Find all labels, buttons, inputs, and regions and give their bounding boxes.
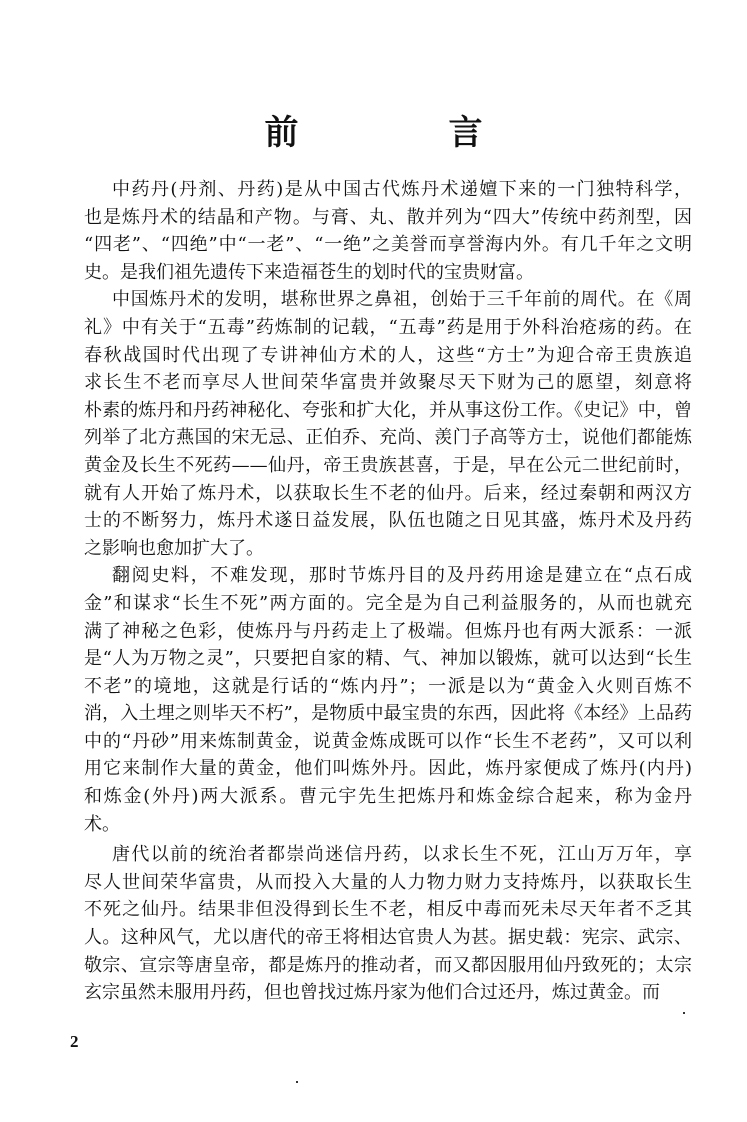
text-line: 礼》中有关于“五毒”药炼制的记载，“五毒”药是用于外科治疮疡的药。在 (84, 316, 692, 338)
scan-speck (296, 1081, 298, 1083)
text-line: 中的“丹砂”用来炼制黄金，说黄金炼成既可以作“长生不老药”，又可以利 (84, 730, 692, 752)
text-line: 列举了北方燕国的宋无忌、正伯乔、充尚、羡门子高等方士，说他们都能炼 (84, 427, 692, 449)
page-number: 2 (70, 1032, 79, 1051)
text-line: 中药丹(丹剂、丹药)是从中国古代炼丹术递嬗下来的一门独特科学， (112, 179, 692, 200)
page-title: 前 言 (264, 113, 541, 153)
paragraph (84, 286, 692, 562)
text-line: 不老”的境地，这就是行话的“炼内丹”；一派是以为“黄金入火则百炼不 (84, 675, 692, 697)
text-line: 黄金及长生不死药——仙丹，帝王贵族甚喜，于是，早在公元二世纪前时， (84, 454, 692, 476)
text-line: 中国炼丹术的发明，堪称世界之鼻祖，创始于三千年前的周代。在《周 (112, 289, 692, 311)
text-line: 和炼金(外丹)两大派系。曹元宇先生把炼丹和炼金综合起来，称为金丹 (84, 786, 692, 808)
text-line: 之影响也愈加扩大了。 (84, 537, 264, 559)
text-line: 朴素的炼丹和丹药神秘化、夸张和扩大化，并从事这份工作。《史记》中，曾 (84, 399, 692, 421)
text-line: 翻阅史料，不难发现，那时节炼丹目的及丹药用途是建立在“点石成 (112, 565, 692, 587)
text-line: “四老”、“四绝”中“一老”、“一绝”之美誉而享誉海内外。有几千年之文明 (84, 234, 692, 256)
paragraph (84, 841, 692, 1007)
text-line: 求长生不老而享尽人世间荣华富贵并敛聚尽天下财为己的愿望，刻意将 (84, 372, 692, 394)
text-line: 玄宗虽然未服用丹药，但也曾找过炼丹家为他们合过还丹，炼过黄金。而 (84, 982, 660, 1004)
text-line: 人。这种风气，尤以唐代的帝王将相达官贵人为甚。据史载：宪宗、武宗、 (84, 927, 692, 949)
text-line: 是“人为万物之灵”，只要把自家的精、气、神加以锻炼，就可以达到“长生 (84, 648, 692, 670)
text-line: 就有人开始了炼丹术，以获取长生不老的仙丹。后来，经过秦朝和两汉方 (84, 482, 692, 504)
text-line: 敬宗、宣宗等唐皇帝，都是炼丹的推动者，而又都因服用仙丹致死的；太宗 (84, 954, 692, 976)
text-line: 尽人世间荣华富贵，从而投入大量的人力物力财力支持炼丹，以获取长生 (84, 871, 692, 893)
paragraph (84, 562, 692, 838)
text-line: 也是炼丹术的结晶和产物。与膏、丸、散并列为“四大”传统中药剂型，因 (84, 206, 692, 228)
text-line: 消，入土埋之则毕天不朽”，是物质中最宝贵的东西，因此将《本经》上品药 (84, 703, 692, 725)
text-line: 唐代以前的统治者都崇尚迷信丹药，以求长生不死，江山万万年，享 (112, 844, 692, 866)
text-line: 春秋战国时代出现了专讲神仙方术的人，这些“方士”为迎合帝王贵族追 (84, 344, 692, 366)
scan-speck (683, 1012, 685, 1014)
text-line: 术。 (84, 813, 120, 835)
text-line: 士的不断努力，炼丹术遂日益发展，队伍也随之日见其盛，炼丹术及丹药 (84, 510, 692, 532)
paragraph (84, 176, 692, 286)
text-line: 不死之仙丹。结果非但没得到长生不老，相反中毒而死未尽天年者不乏其 (84, 899, 692, 921)
text-line: 史。是我们祖先遗传下来造福苍生的划时代的宝贵财富。 (84, 261, 534, 283)
document-body (84, 176, 692, 1007)
text-line: 用它来制作大量的黄金，他们叫炼外丹。因此，炼丹家便成了炼丹(内丹) (84, 758, 692, 780)
text-line: 金”和谋求“长生不死”两方面的。完全是为自己利益服务的，从而也就充 (84, 592, 692, 614)
text-line: 满了神秘之色彩，使炼丹与丹药走上了极端。但炼丹也有两大派系：一派 (84, 620, 692, 642)
